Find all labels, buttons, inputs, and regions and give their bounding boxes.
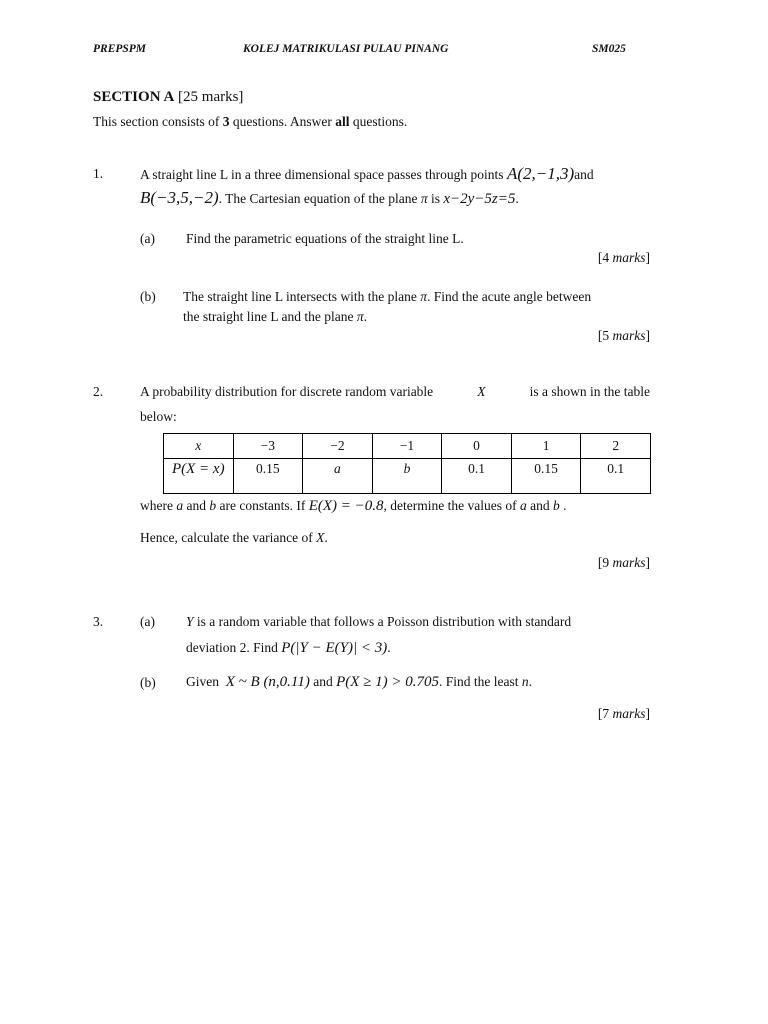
marks-word: marks xyxy=(612,250,646,265)
q1-and: and xyxy=(574,167,594,182)
table-cell: b xyxy=(372,459,442,494)
q2-text: are constants. If xyxy=(219,498,306,513)
q2-text: A probability distribution for discrete random variable xyxy=(140,384,434,399)
q3-text: . Find the least xyxy=(439,674,519,689)
q3a-line2 xyxy=(186,640,391,657)
marks-word: marks xyxy=(612,328,646,343)
q1-line2 xyxy=(140,188,519,208)
q1-pi: π xyxy=(420,191,428,206)
q2-text: and xyxy=(186,498,206,513)
table-cell: −1 xyxy=(372,434,442,459)
q2-var-b: b xyxy=(552,498,560,513)
q1-point-a: A(2,−1,3) xyxy=(506,164,575,183)
q3b-label: (b) xyxy=(140,675,156,690)
marks-number: [7 xyxy=(597,706,610,721)
q1b-dot: . xyxy=(363,309,367,324)
q1-plane-equation: x−2y−5z=5 xyxy=(443,191,516,207)
q1a-label: (a) xyxy=(140,231,155,246)
q2-dot: . xyxy=(563,498,567,513)
section-heading xyxy=(93,89,243,106)
q2-text: is a shown in the table xyxy=(529,384,650,399)
table-cell: 1 xyxy=(511,434,581,459)
q1-line1 xyxy=(140,164,594,184)
q3b-binomial: X ~ B (n,0.11) xyxy=(225,674,310,690)
q1b-pi: π xyxy=(356,309,364,324)
table-cell: 2 xyxy=(581,434,651,459)
q1a-marks xyxy=(598,250,650,266)
q2-var-a: a xyxy=(519,498,527,513)
q1-point-b: B(−3,5,−2) xyxy=(140,188,219,207)
q2-number: 2. xyxy=(93,384,104,399)
header-center: KOLEJ MATRIKULASI PULAU PINANG xyxy=(243,43,449,55)
table-cell: x xyxy=(164,434,234,459)
table-cell: a xyxy=(303,459,373,494)
q1-number: 1. xyxy=(93,166,104,181)
q3-marks xyxy=(598,706,650,722)
intro-all: all xyxy=(335,114,350,129)
q3-text: Given xyxy=(186,674,219,689)
q1b-text: the straight line L and the plane xyxy=(183,309,354,324)
q3a-label: (a) xyxy=(140,614,155,629)
marks-close: ] xyxy=(645,328,650,343)
q1b-text: The straight line L intersects with the plane xyxy=(183,289,417,304)
q2-marks xyxy=(598,555,650,571)
q3a-line1 xyxy=(186,614,571,630)
section-title: SECTION A xyxy=(93,89,175,105)
q1b-marks xyxy=(598,328,650,344)
marks-number: [4 xyxy=(597,250,610,265)
table-row xyxy=(164,434,651,459)
intro-text: This section consists of xyxy=(93,114,220,129)
table-cell: 0.1 xyxy=(581,459,651,494)
q2-text: where xyxy=(140,498,173,513)
q1-dot: . xyxy=(515,191,519,206)
q3-dot: . xyxy=(387,640,391,655)
q2-var: X xyxy=(477,384,486,399)
q2-text: and xyxy=(530,498,550,513)
q1b-line1 xyxy=(183,289,591,305)
q3b-inequality: P(X ≥ 1) > 0.705 xyxy=(336,674,439,690)
table-cell: 0.15 xyxy=(511,459,581,494)
q2-line2: below: xyxy=(140,409,177,424)
intro-text: questions. Answer xyxy=(232,114,332,129)
q2-var: X xyxy=(316,530,325,545)
q1a-text: Find the parametric equations of the straight line L. xyxy=(186,231,464,246)
table-cell: −2 xyxy=(303,434,373,459)
q2-text: Hence, calculate the variance of xyxy=(140,530,313,545)
q1-is: is xyxy=(430,191,440,206)
q3-dot: . xyxy=(528,674,532,689)
q1-text: A straight line L in a three dimensional space passes through points xyxy=(140,167,504,182)
section-marks: [25 marks] xyxy=(178,89,244,105)
q3a-expression: P(|Y − E(Y)| < 3) xyxy=(281,640,388,656)
q3-number: 3. xyxy=(93,614,104,629)
intro-text: questions. xyxy=(352,114,408,129)
q2-hence-line xyxy=(140,530,328,546)
q2-text: , determine the values of xyxy=(383,498,517,513)
marks-close: ] xyxy=(645,555,650,570)
q3-text: deviation 2. Find xyxy=(186,640,278,655)
q3-var: Y xyxy=(186,614,194,629)
q3b-line xyxy=(186,674,532,691)
q1b-text: . Find the acute angle between xyxy=(426,289,592,304)
marks-close: ] xyxy=(645,706,650,721)
q1b-pi: π xyxy=(420,289,427,304)
q2-var-b: b xyxy=(209,498,217,513)
table-row xyxy=(164,459,651,494)
marks-word: marks xyxy=(612,555,646,570)
q2-where-line xyxy=(140,498,566,515)
q1-text: . The Cartesian equation of the plane xyxy=(218,191,418,206)
q1b-label: (b) xyxy=(140,289,156,304)
table-cell: P(X = x) xyxy=(164,459,234,494)
table-cell: 0.15 xyxy=(233,459,303,494)
q2-dot: . xyxy=(324,530,328,545)
table-cell: 0 xyxy=(442,434,512,459)
table-cell: −3 xyxy=(233,434,303,459)
q3-var-n: n xyxy=(521,674,529,689)
q2-line1 xyxy=(140,384,650,400)
q2-var-a: a xyxy=(176,498,184,513)
q2-expectation: E(X) = −0.8 xyxy=(308,498,384,514)
marks-number: [9 xyxy=(597,555,610,570)
q3-text: and xyxy=(313,674,333,689)
header-right: SM025 xyxy=(592,43,626,55)
header-left: PREPSPM xyxy=(93,43,147,55)
probability-table xyxy=(163,433,651,494)
marks-number: [5 xyxy=(597,328,610,343)
marks-word: marks xyxy=(612,706,646,721)
q3-text: is a random variable that follows a Poisson distribution with standard xyxy=(196,614,572,629)
marks-close: ] xyxy=(645,250,650,265)
section-intro xyxy=(93,114,407,130)
intro-count: 3 xyxy=(222,114,230,129)
q1b-line2 xyxy=(183,309,367,325)
table-cell: 0.1 xyxy=(442,459,512,494)
